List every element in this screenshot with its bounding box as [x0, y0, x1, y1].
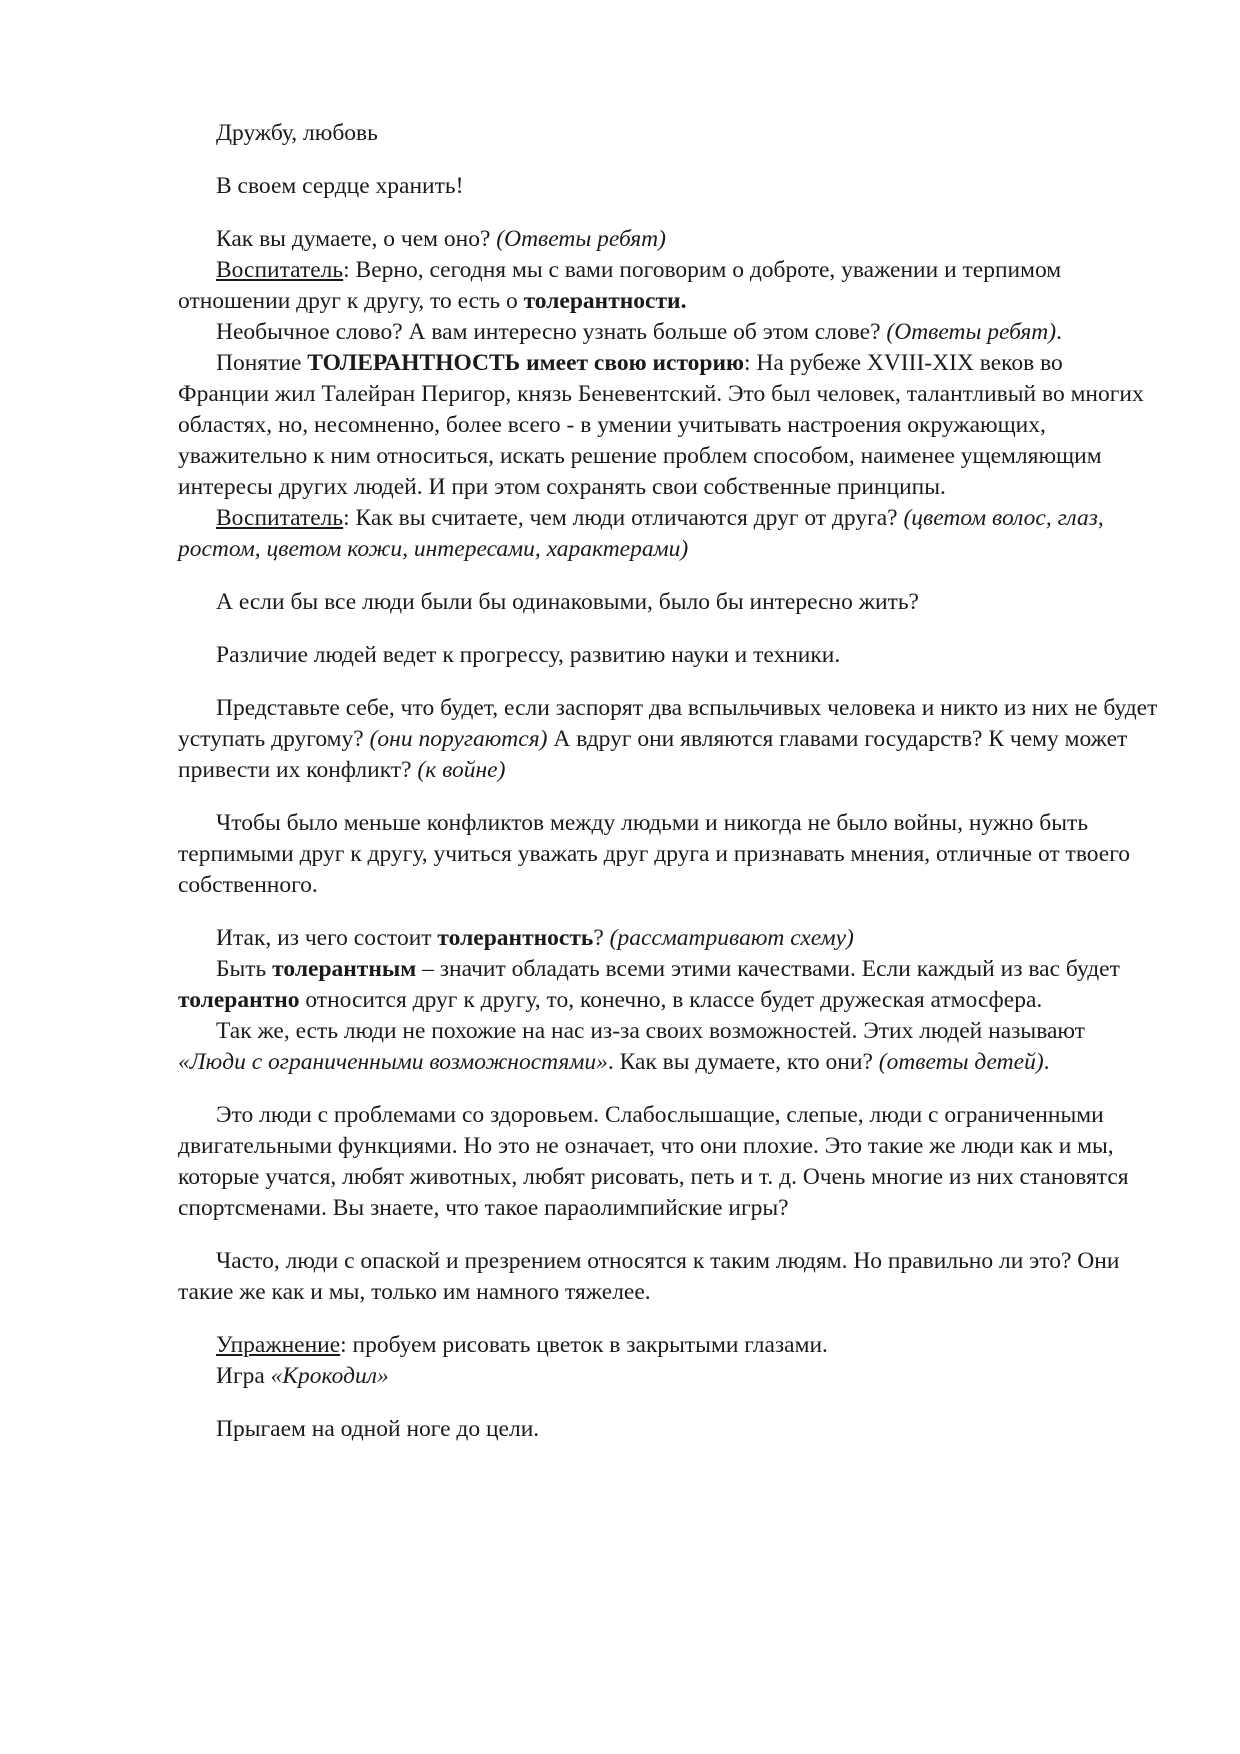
- text-run: ?: [593, 925, 610, 951]
- paragraph-6: [178, 348, 1158, 503]
- text-run: «Люди с ограниченными возможностями»: [178, 1049, 608, 1075]
- text-run: толерантность: [437, 925, 594, 951]
- text-run: (цветом волос, глаз, ростом, цветом кожи, интересами, характерами): [178, 505, 1104, 562]
- text-run: .: [1043, 1049, 1050, 1075]
- text-run: (Ответы ребят): [496, 226, 666, 252]
- text-run: Воспитатель: [216, 257, 344, 283]
- paragraph-17: [178, 1330, 1158, 1361]
- paragraph-16: [178, 1246, 1158, 1308]
- paragraph-1: [178, 118, 1158, 149]
- text-run: (Ответы ребят): [886, 319, 1057, 345]
- paragraph-11: [178, 808, 1158, 901]
- text-run: Как вы думаете, о чем оно?: [216, 226, 497, 252]
- text-run: относится друг к другу, то, конечно, в классе будет дружеская атмосфера.: [299, 987, 1043, 1013]
- paragraph-10: [178, 693, 1158, 786]
- text-run: Игра: [216, 1363, 271, 1389]
- text-run: Это люди с проблемами со здоровьем. Слабослышащие, слепые, люди с ограниченными двигательными функциями. Но это не означает, что они плохие. Это такие же люди как и мы, которые учатся, любят животных, любят рисовать, петь и т. д. Очень многие из них становятся спортсменами. Вы знаете, что такое параолимпийские игры?: [178, 1102, 1129, 1221]
- text-run: (рассматривают схему): [609, 925, 854, 951]
- text-run: А вдруг они являются главами государств? К чему может привести их конфликт?: [178, 726, 1128, 783]
- paragraph-19: [178, 1414, 1158, 1445]
- text-run: «Крокодил»: [270, 1363, 389, 1389]
- text-run: В своем сердце хранить!: [216, 173, 464, 199]
- paragraph-12: [178, 923, 1158, 954]
- paragraph-9: [178, 640, 1158, 671]
- paragraph-3: [178, 224, 1158, 255]
- paragraph-2: [178, 171, 1158, 202]
- paragraph-4: [178, 255, 1158, 317]
- document-page: [178, 118, 1158, 1445]
- text-run: : На рубеже XVIII-XIX веков во Франции жил Талейран Перигор, князь Беневентский. Это был человек, талантливый во многих областях, но, несомненно, более всего - в умении учитывать настроения окружающих, уважительно к ним относиться, искать решение проблем способом, наименее ущемляющим интересы других людей. И при этом сохранять свои собственные принципы.: [178, 350, 1144, 500]
- text-run: Различие людей ведет к прогрессу, развитию науки и техники.: [216, 642, 841, 668]
- text-run: Упражнение: [216, 1332, 341, 1358]
- text-run: А если бы все люди были бы одинаковыми, было бы интересно жить?: [216, 589, 919, 615]
- text-run: толерантно: [178, 987, 300, 1013]
- paragraph-7: [178, 503, 1158, 565]
- paragraph-8: [178, 587, 1158, 618]
- text-run: Прыгаем на одной ноге до цели.: [216, 1416, 540, 1442]
- text-run: Дружбу, любовь: [216, 120, 378, 146]
- text-run: ТОЛЕРАНТНОСТЬ имеет свою историю: [307, 350, 744, 376]
- text-run: Представьте себе, что будет, если заспорят два вспыльчивых человека и никто из них не будет уступать другому?: [178, 695, 1158, 752]
- text-run: Воспитатель: [216, 505, 344, 531]
- paragraph-18: [178, 1361, 1158, 1392]
- text-run: (они поругаются): [369, 726, 548, 752]
- text-run: . Как вы думаете, кто они?: [607, 1049, 879, 1075]
- text-run: толерантным: [272, 956, 417, 982]
- text-run: Так же, есть люди не похожие на нас из-за своих возможностей. Этих людей называют: [216, 1018, 1085, 1044]
- text-run: .: [1056, 319, 1062, 345]
- text-run: Быть: [216, 956, 273, 982]
- paragraph-14: [178, 1016, 1158, 1078]
- paragraph-5: [178, 317, 1158, 348]
- text-run: : Верно, сегодня мы с вами поговорим о доброте, уважении и терпимом отношении друг к другу, то есть о: [178, 257, 1062, 314]
- text-run: Необычное слово? А вам интересно узнать больше об этом слове?: [216, 319, 887, 345]
- paragraph-13: [178, 954, 1158, 1016]
- text-run: Понятие: [216, 350, 308, 376]
- text-run: толерантности.: [523, 288, 687, 314]
- text-run: (ответы детей): [878, 1049, 1044, 1075]
- text-run: Часто, люди с опаской и презрением относятся к таким людям. Но правильно ли это? Они такие же как и мы, только им намного тяжелее.: [178, 1248, 1120, 1305]
- text-run: Итак, из чего состоит: [216, 925, 438, 951]
- text-run: (к войне): [417, 757, 506, 783]
- text-run: : пробуем рисовать цветок в закрытыми глазами.: [340, 1332, 828, 1358]
- text-run: Чтобы было меньше конфликтов между людьми и никогда не было войны, нужно быть терпимыми друг к другу, учиться уважать друг друга и признавать мнения, отличные от твоего собственного.: [178, 810, 1131, 898]
- paragraph-15: [178, 1100, 1158, 1224]
- text-run: – значит обладать всеми этими качествами. Если каждый из вас будет: [416, 956, 1120, 982]
- text-run: : Как вы считаете, чем люди отличаются друг от друга?: [343, 505, 904, 531]
